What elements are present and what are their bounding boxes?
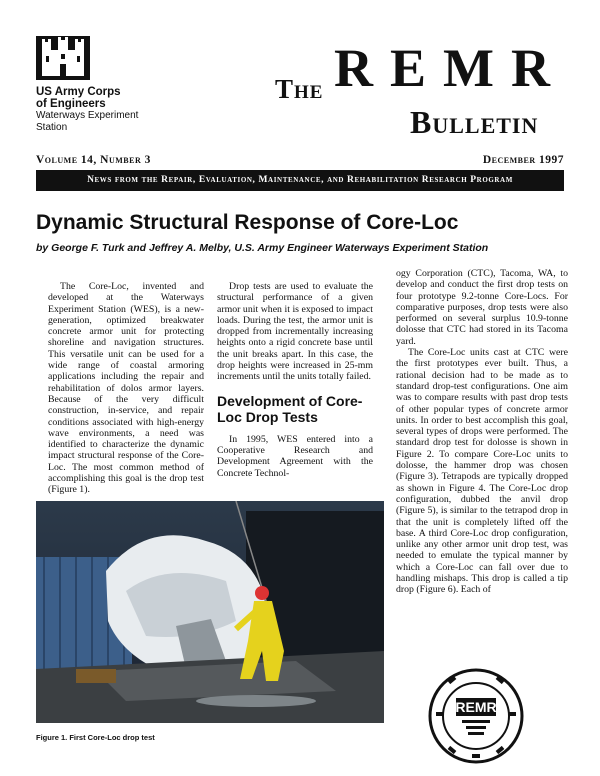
section-subhead: Development of Core-Loc Drop Tests bbox=[217, 392, 363, 425]
seal-label: REMR bbox=[455, 699, 497, 715]
body-paragraph: The Core-Loc units cast at CTC were the first prototypes ever built. Thus, a rational decision had to be made as to standard drop-test configurations. One aim was to compare results with past drop tests of other popular types of concrete armor units. In order to best accomplish this goal, several types of drops were performed. The standard drop test for dolosse is shown in Figure 2. To compare Core-Loc units to dolosse, the hammer drop was chosen (Figure 3). Tetrapods are typically dropped as shown in Figure 4. The Core-Loc drop configuration, dubbed the anvil drop (Figure 5), is similar to the tetrapod drop in that the unit is completely lifted off the base. A third Core-Loc drop configuration, unlike any other armor unit drop test, was needed to emulate the typical manner by which a Core-Loc can fall over due to handling mishaps. This drop is called a tip drop (Figure 6). Each of bbox=[396, 347, 568, 596]
body-paragraph: In 1995, WES entered into a Cooperative Research and Development Agreement with the Concrete Technol- bbox=[217, 433, 373, 479]
figure-1-photo bbox=[36, 501, 384, 723]
column-1 bbox=[48, 281, 204, 496]
body-paragraph: ogy Corporation (CTC), Tacoma, WA, to develop and conduct the first drop tests on four prototype 9.2-tonne Core-Locs. For comparative purposes, drop tests were also performed on several surplus 10.9-tonne dolosse that CTC had stored in its Tacoma yard. bbox=[396, 268, 568, 347]
agency-line-2: of Engineers bbox=[36, 98, 106, 110]
masthead-remr: REMR bbox=[334, 38, 567, 98]
article-byline: by George F. Turk and Jeffrey A. Melby, U.S. Army Engineer Waterways Experiment Station bbox=[36, 242, 489, 254]
issue-date: December 1997 bbox=[482, 154, 564, 166]
corps-castle-logo bbox=[36, 36, 90, 80]
masthead-bulletin: Bulletin bbox=[410, 104, 539, 140]
body-paragraph: The Core-Loc, invented and developed at the Waterways Experiment Station (WES), is a new-generation, optimized breakwater concrete armor unit for protecting shoreline and navigation structures. This versatile unit can be used for a wide range of coastal armoring applications including the repair and rehabilitation of dolos armor layers. Because of the very difficult construction, in-service, and repair conditions associated with high-energy wave environments, a need was identified to characterize the dynamic impact structural response of the Core-Loc. The most common method of accomplishing this goal is the drop test (Figure 1). bbox=[48, 281, 204, 496]
remr-seal bbox=[428, 668, 524, 764]
program-banner: News from the Repair, Evaluation, Maintenance, and Rehabilitation Research Program bbox=[36, 170, 564, 191]
article-title: Dynamic Structural Response of Core-Loc bbox=[36, 211, 459, 234]
drop-test-photo bbox=[36, 501, 384, 723]
body-paragraph: Drop tests are used to evaluate the structural performance of a given armor unit when it is exposed to impact loads. During the test, the armor unit is dropped from incrementally increasing heights onto a rigid concrete base until the unit breaks apart. In this case, the drop heights were increased in 25-mm increments until the units totally failed. bbox=[217, 281, 373, 383]
remr-seal-icon bbox=[428, 668, 524, 764]
column-2 bbox=[217, 281, 373, 479]
masthead-the: The bbox=[275, 74, 324, 104]
column-3 bbox=[396, 268, 568, 596]
agency-line-4: Station bbox=[36, 122, 68, 133]
agency-line-1: US Army Corps bbox=[36, 86, 121, 98]
figure-caption: Figure 1. First Core-Loc drop test bbox=[36, 733, 155, 742]
agency-block bbox=[36, 86, 138, 134]
agency-line-3: Waterways Experiment bbox=[36, 110, 139, 121]
issue-volume: Volume 14, Number 3 bbox=[36, 154, 151, 166]
castle-icon bbox=[36, 36, 90, 80]
